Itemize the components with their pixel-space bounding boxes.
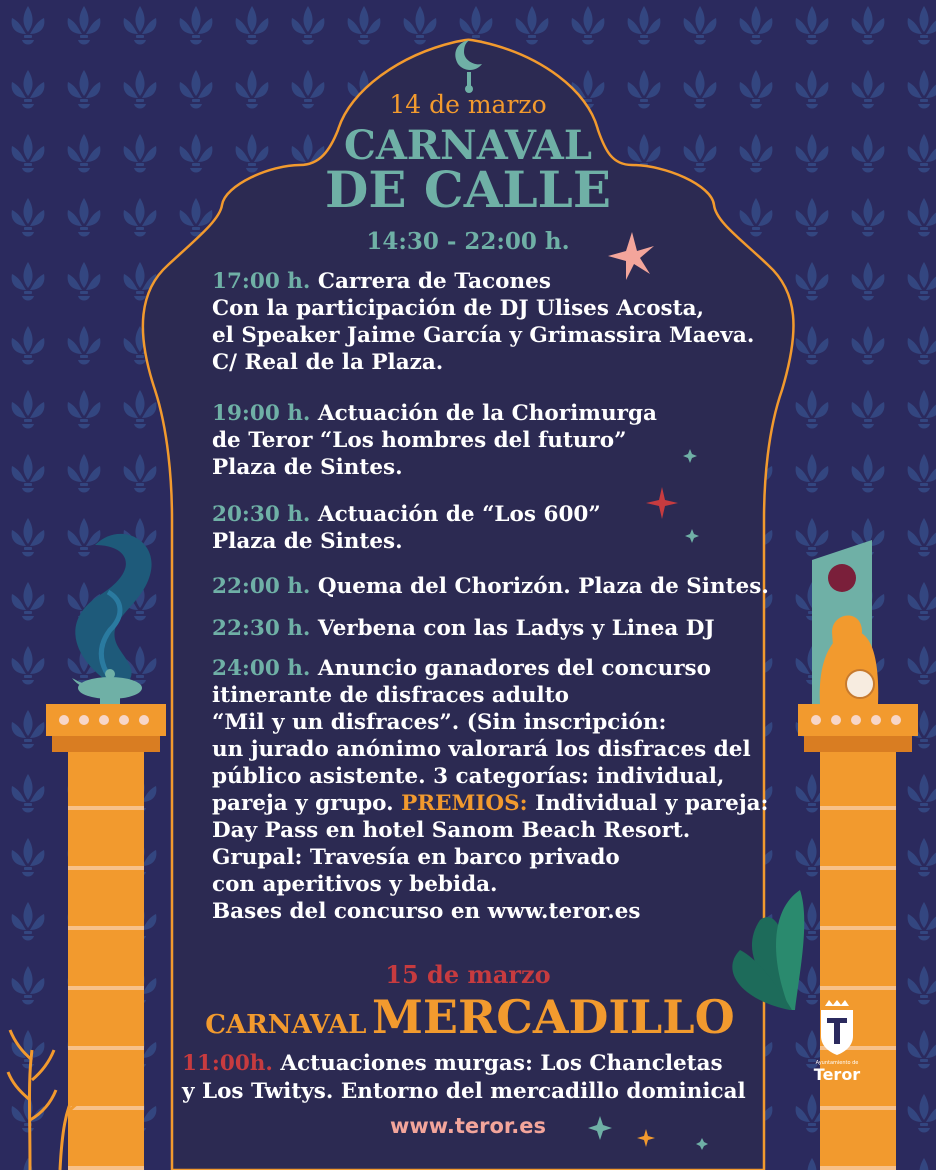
logo-name: Teror [813, 1065, 861, 1084]
event-text: Con la participación de DJ Ulises Acosta, [212, 296, 705, 321]
event-text: de Teror “Los hombres del futuro” [212, 428, 627, 453]
event-time: 19:00 h. [212, 401, 311, 426]
event-text: Verbena con las Ladys y Linea DJ [317, 616, 715, 641]
event-text: Actuación de “Los 600” [317, 502, 601, 527]
event-item [212, 615, 715, 642]
event-text: un jurado anónimo valorará los disfraces del [212, 737, 751, 762]
event-time: 24:00 h. [212, 656, 311, 681]
teror-logo [805, 1000, 869, 1083]
day2-event [182, 1050, 746, 1106]
logo-small-text: Ayuntamiento de [815, 1060, 859, 1066]
event-text: Plaza de Sintes. [212, 455, 403, 480]
event-text: Plaza de Sintes. [212, 529, 403, 554]
day2-event-text: y Los Twitys. Entorno del mercadillo dominical [182, 1079, 746, 1104]
event-text: Individual y pareja: [527, 791, 769, 816]
event-time: 17:00 h. [212, 269, 311, 294]
event-item [212, 501, 601, 555]
event-text: Carrera de Tacones [317, 269, 551, 294]
event-text: Day Pass en hotel Sanom Beach Resort. [212, 818, 691, 843]
event-item [212, 268, 754, 376]
event-text: Anuncio ganadores del concurso [317, 656, 711, 681]
day2-title-big: MERCADILLO [372, 990, 735, 1044]
event-text: Grupal: Travesía en barco privado [212, 845, 620, 870]
event-text: Bases del concurso en www.teror.es [212, 899, 641, 924]
shield-icon [817, 1000, 857, 1056]
day2-event-time: 11:00h. [182, 1051, 273, 1076]
website-link[interactable]: www.teror.es [390, 1114, 546, 1138]
event-text: Actuación de la Chorimurga [317, 401, 657, 426]
event-text: el Speaker Jaime García y Grimassira Maeva. [212, 323, 755, 348]
event-time: 20:30 h. [212, 502, 311, 527]
event-time: 22:00 h. [212, 574, 311, 599]
event-text: con aperitivos y bebida. [212, 872, 498, 897]
day2-date: 15 de marzo [385, 960, 551, 989]
day1-title-line1: CARNAVAL [344, 122, 592, 169]
event-item [212, 400, 657, 481]
event-text: público asistente. 3 categorías: individual, [212, 764, 725, 789]
day1-hours: 14:30 - 22:00 h. [366, 228, 570, 255]
event-text: “Mil y un disfraces”. (Sin inscripción: [212, 710, 667, 735]
event-text: pareja y grupo. [212, 791, 402, 816]
event-item [212, 655, 768, 925]
day2-title-small: CARNAVAL [205, 1010, 367, 1040]
day2-event-text: Actuaciones murgas: Los Chancletas [280, 1051, 723, 1076]
day1-date: 14 de marzo [389, 90, 547, 119]
premios-label: PREMIOS: [401, 791, 528, 816]
event-text: Quema del Chorizón. Plaza de Sintes. [317, 574, 769, 599]
event-item [212, 573, 769, 600]
event-text: itinerante de disfraces adulto [212, 683, 569, 708]
event-text: C/ Real de la Plaza. [212, 350, 444, 375]
day1-title-line2: DE CALLE [325, 160, 611, 219]
day2-title [180, 990, 760, 1044]
event-time: 22:30 h. [212, 616, 311, 641]
